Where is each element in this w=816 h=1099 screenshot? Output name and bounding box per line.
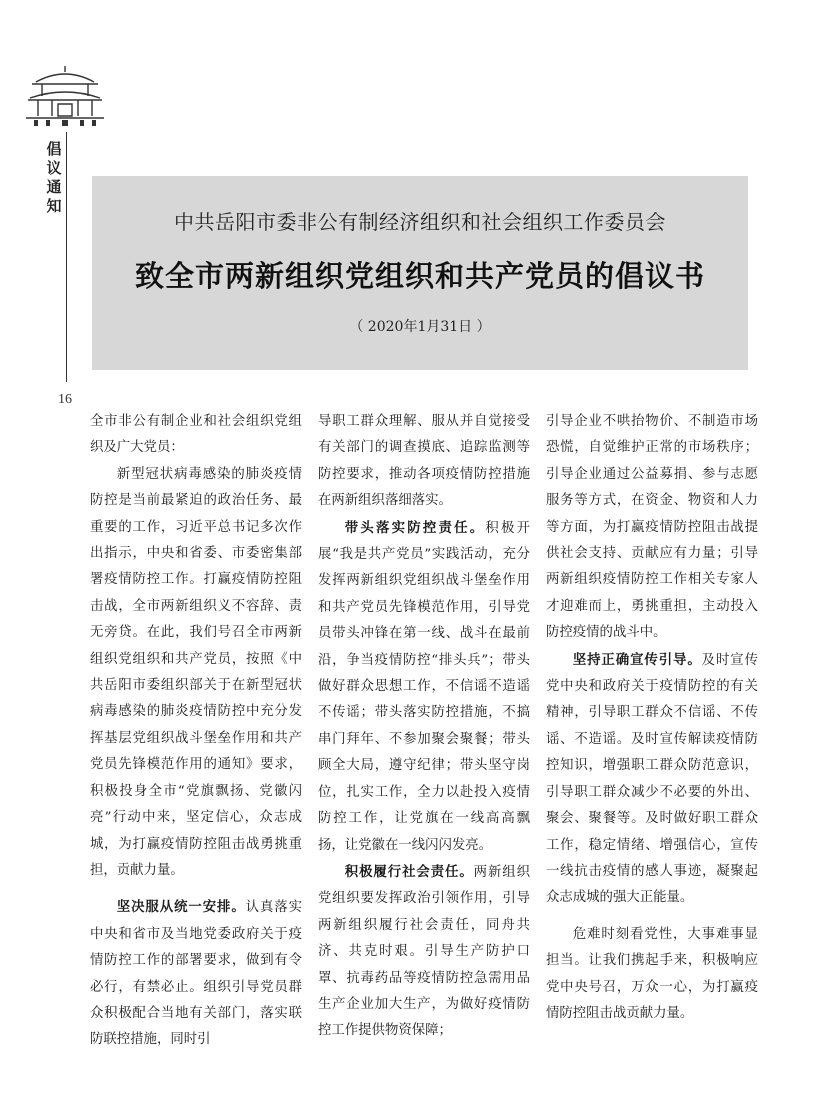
- paragraph: 导职工群众理解、服从并自觉接受有关部门的调查摸底、追踪监测等防控要求，推动各项疫情防控措施在两新组织落细落实。: [318, 414, 530, 509]
- paragraph: 引导企业不哄抬物价、不制造市场恐慌，自觉维护正常的市场秩序；引导企业通过公益募捐、参与志愿服务等方式，在资金、物资和人力等方面，为打赢疫情防控阻击战提供社会支持、贡献应有力量；引导两新组织疫情防控工作相关专家人才迎难而上，勇挑重担，主动投入防控疫情的战斗中。: [546, 414, 758, 641]
- page-title: 致全市两新组织党组织和共产党员的倡议书: [134, 259, 705, 293]
- text-column-1: [90, 409, 302, 1054]
- issuer-subtitle: 中共岳阳市委非公有制经济组织和社会组织工作委员会: [174, 210, 666, 234]
- pavilion-logo-icon: [24, 62, 106, 128]
- paragraph-lead: 坚决服从统一安排。: [116, 899, 246, 916]
- paragraph-body: 认真落实中央和省市及当地党委政府关于疫情防控工作的部署要求，做到有令必行，有禁必止。组织引导党员群众积极配合当地有关部门，落实联防联控措施，同时引: [90, 900, 302, 1048]
- paragraph-lead: 积极履行社会责任。: [344, 863, 474, 880]
- text-column-3: [546, 409, 758, 1027]
- paragraph-body: 积极开展“我是共产党员”实践活动，充分发挥两新组织党组织战斗堡垒作用和共产党员先锋模范作用，引导党员带头冲锋在第一线、战斗在最前沿，争当疫情防控“排头兵”；带头做好群众思想工作，不信谣不造谣不传谣；带头落实防控措施，不搞串门拜年、不参加聚会聚餐；带头顾全大局，遵守纪律；带头坚守岗位，扎实工作，全力以赴投入疫情防控工作，让党旗在一线高高飘扬，让党徽在一线闪闪发亮。: [318, 520, 531, 853]
- paragraph-lead: 坚持正确宣传引导。: [572, 651, 702, 668]
- page-number: 16: [58, 392, 72, 407]
- salutation: 全市非公有制企业和社会组织党组织及广大党员：: [90, 414, 302, 456]
- text-column-2: [318, 409, 530, 1045]
- paragraph-body: 及时宣传党中央和政府关于疫情防控的有关精神，引导职工群众不信谣、不传谣、不造谣。及时宣传解读疫情防控知识，增强职工群众防范意识，引导职工群众减少不必要的外出、聚会、聚餐等。及时做好职工群众工作，稳定情绪、增强信心，宣传一线抗击疫情的感人事迹，凝聚起众志成城的强大正能量。: [546, 652, 758, 906]
- paragraph: [546, 647, 758, 912]
- closing-paragraph: 危难时刻看党性，大事难事显担当。让我们携起手来，积极响应党中央号召，万众一心，为打赢疫情防控阻击战贡献力量。: [546, 926, 758, 1021]
- title-banner: [92, 176, 748, 370]
- paragraph: [318, 859, 530, 1045]
- paragraph: 新型冠状病毒感染的肺炎疫情防控是当前最紧迫的政治任务、最重要的工作，习近平总书记多次作出指示，中央和省委、市委密集部署疫情防控工作。打赢疫情防控阻击战，全市两新组织义不容辞、责无旁贷。在此，我们号召全市两新组织党组织和共产党员，按照《中共岳阳市委组织部关于在新型冠状病毒感染的肺炎疫情防控中充分发挥基层党组织战斗堡垒作用和共产党员先锋模范作用的通知》要求，积极投身全市“党旗飘扬、党徽闪亮”行动中来，坚定信心，众志成城，为打赢疫情防控阻击战勇挑重担，贡献力量。: [90, 466, 302, 878]
- paragraph-body: 两新组织党组织要发挥政治引领作用，引导两新组织履行社会责任，同舟共济、共克时艰。引导生产防护口罩、抗毒药品等疫情防控急需用品生产企业加大生产，为做好疫情防控工作提供物资保障；: [318, 864, 530, 1039]
- issue-date: （ 2020年1月31日 ）: [349, 319, 491, 335]
- margin-divider: [66, 132, 67, 382]
- section-label: 倡议通知: [46, 140, 62, 215]
- paragraph: [318, 515, 530, 859]
- paragraph: [90, 894, 302, 1053]
- paragraph-lead: 带头落实防控责任。: [344, 519, 486, 536]
